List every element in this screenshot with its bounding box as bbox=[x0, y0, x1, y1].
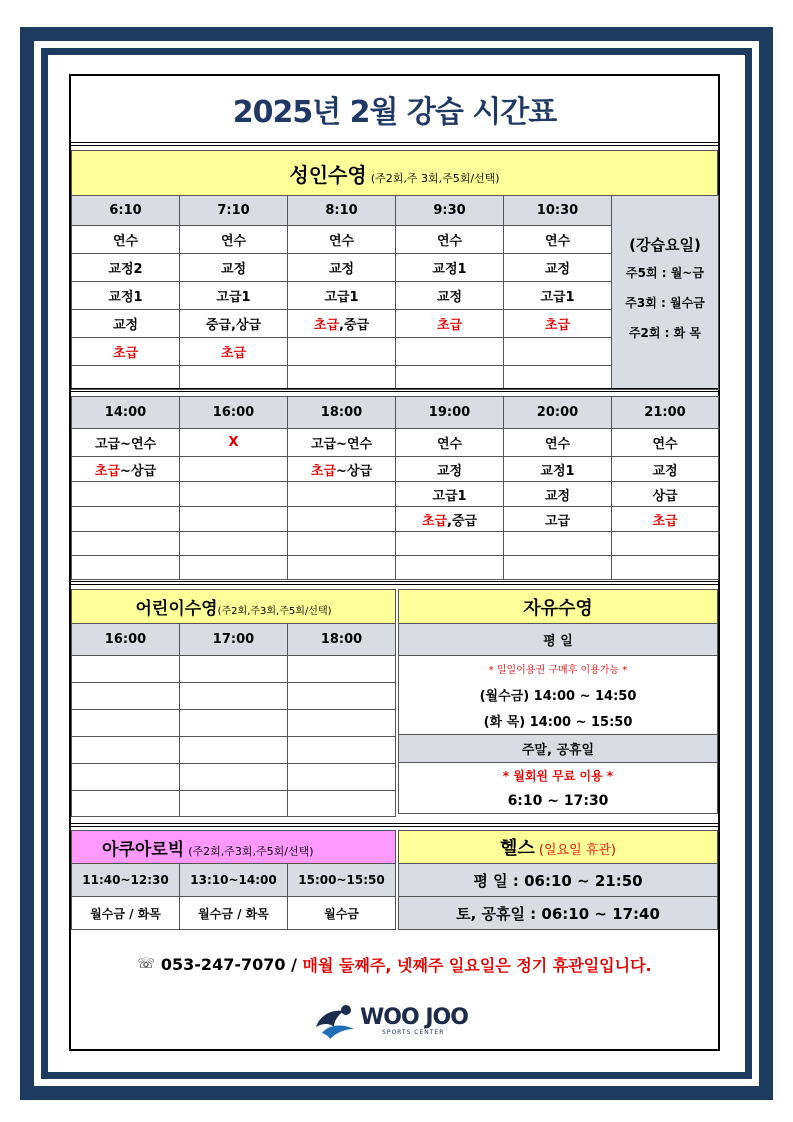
kids-subtitle: (주2회,주3회,주5회/선택) bbox=[217, 606, 332, 617]
class-cell: 고급1 bbox=[180, 282, 288, 310]
class-cell bbox=[288, 656, 396, 683]
class-cell bbox=[288, 507, 396, 532]
free-swim-time: (화 목) 14:00 ~ 15:50 bbox=[399, 708, 718, 735]
class-cell bbox=[288, 310, 396, 338]
gym-hours: 평 일 : 06:10 ~ 21:50 bbox=[399, 864, 718, 897]
aqua-title: 아쿠아로빅 bbox=[102, 839, 185, 860]
adult-section-header bbox=[72, 151, 718, 196]
class-cell bbox=[72, 656, 180, 683]
class-cell bbox=[180, 764, 288, 791]
weekend-time: 6:10 ~ 17:30 bbox=[399, 789, 718, 814]
class-cell bbox=[504, 366, 612, 390]
free-swim-header bbox=[399, 590, 718, 624]
class-cell bbox=[72, 764, 180, 791]
class-cell: X bbox=[180, 429, 288, 457]
class-cell bbox=[72, 507, 180, 532]
time-header: 6:10 bbox=[72, 196, 180, 226]
class-label: ,중급 bbox=[339, 318, 370, 333]
class-cell: 교정 bbox=[504, 482, 612, 507]
class-cell: 교정 bbox=[396, 282, 504, 310]
class-cell: 연수 bbox=[504, 226, 612, 254]
time-header: 14:00 bbox=[72, 397, 180, 429]
divider bbox=[71, 388, 718, 392]
days-line: 주2회 : 화 목 bbox=[628, 326, 702, 340]
class-cell bbox=[72, 366, 180, 390]
days-cell: 월수금 / 화목 bbox=[72, 897, 180, 930]
class-cell bbox=[72, 482, 180, 507]
free-swim-table bbox=[398, 589, 718, 814]
time-header: 9:30 bbox=[396, 196, 504, 226]
class-cell bbox=[504, 338, 612, 366]
class-label: ,중급 bbox=[447, 513, 478, 529]
free-swim-note: * 일일이용권 구매후 이용가능 * bbox=[399, 656, 718, 681]
gym-title: 헬스 bbox=[500, 838, 535, 859]
time-header: 17:00 bbox=[180, 624, 288, 656]
class-cell bbox=[288, 764, 396, 791]
class-cell bbox=[612, 532, 719, 556]
class-cell: 중급,상급 bbox=[180, 310, 288, 338]
class-cell bbox=[288, 457, 396, 482]
class-cell bbox=[504, 556, 612, 580]
time-header: 11:40~12:30 bbox=[72, 864, 180, 897]
class-cell bbox=[72, 457, 180, 482]
class-cell bbox=[612, 556, 719, 580]
beginner-label: 초급 bbox=[310, 463, 337, 479]
free-swim-title: 자유수영 bbox=[523, 597, 593, 619]
class-cell: 교정 bbox=[288, 254, 396, 282]
class-cell bbox=[288, 366, 396, 390]
class-cell bbox=[288, 556, 396, 580]
class-cell bbox=[180, 737, 288, 764]
days-cell: 월수금 / 화목 bbox=[180, 897, 288, 930]
class-cell bbox=[288, 482, 396, 507]
kids-table bbox=[71, 589, 396, 817]
aqua-table bbox=[71, 830, 396, 930]
time-header: 10:30 bbox=[504, 196, 612, 226]
class-cell: 연수 bbox=[396, 226, 504, 254]
class-cell: 연수 bbox=[72, 226, 180, 254]
class-cell bbox=[72, 710, 180, 737]
class-cell bbox=[504, 532, 612, 556]
adult-header-table bbox=[71, 150, 718, 196]
adult-title: 성인수영 bbox=[289, 162, 367, 187]
class-cell: 연수 bbox=[180, 226, 288, 254]
class-cell bbox=[72, 737, 180, 764]
class-cell: 교정 bbox=[180, 254, 288, 282]
class-cell: 초급 bbox=[180, 338, 288, 366]
free-swim-time: (월수금) 14:00 ~ 14:50 bbox=[399, 681, 718, 708]
class-cell: 교정1 bbox=[72, 282, 180, 310]
class-cell: 고급 bbox=[504, 507, 612, 532]
logo-text: WOO JOO bbox=[360, 1004, 468, 1030]
adult-evening-table bbox=[71, 396, 719, 580]
page-title: 2025년 2월 강습 시간표 bbox=[232, 95, 557, 130]
class-cell bbox=[396, 507, 504, 532]
gym-table bbox=[398, 830, 718, 930]
logo-swimmer-icon bbox=[312, 1001, 358, 1041]
class-cell bbox=[288, 532, 396, 556]
class-cell: 교정 bbox=[396, 457, 504, 482]
class-cell bbox=[72, 556, 180, 580]
woojoo-logo bbox=[290, 998, 490, 1044]
beginner-label: 초급 bbox=[421, 513, 448, 529]
gym-closed: (일요일 휴관) bbox=[538, 843, 616, 858]
footer bbox=[71, 944, 718, 984]
time-header: 19:00 bbox=[396, 397, 504, 429]
class-cell bbox=[180, 656, 288, 683]
class-cell: 초급 bbox=[612, 507, 719, 532]
class-cell: 고급~연수 bbox=[288, 429, 396, 457]
kids-title: 어린이수영 bbox=[135, 599, 218, 619]
class-cell: 초급 bbox=[504, 310, 612, 338]
closing-notice: 매월 둘째주, 넷째주 일요일은 정기 휴관일입니다. bbox=[302, 955, 652, 975]
class-cell: 초급 bbox=[72, 338, 180, 366]
divider bbox=[71, 142, 718, 146]
class-cell: 교정 bbox=[504, 254, 612, 282]
class-cell bbox=[72, 683, 180, 710]
class-cell: 교정2 bbox=[72, 254, 180, 282]
days-line: 주3회 : 월수금 bbox=[625, 296, 705, 310]
kids-section-header bbox=[72, 590, 396, 624]
divider bbox=[71, 823, 718, 827]
adult-subtitle: (주2회,주 3회,주5회/선택) bbox=[370, 171, 500, 185]
class-cell: 고급1 bbox=[504, 282, 612, 310]
class-cell: 고급~연수 bbox=[72, 429, 180, 457]
days-line: 주5회 : 월~금 bbox=[626, 266, 704, 280]
class-label: ~상급 bbox=[336, 463, 373, 479]
adult-morning-table bbox=[71, 195, 719, 390]
class-cell: 연수 bbox=[396, 429, 504, 457]
time-header: 15:00~15:50 bbox=[288, 864, 396, 897]
phone-number: 053-247-7070 bbox=[160, 954, 286, 974]
time-header: 8:10 bbox=[288, 196, 396, 226]
logo-subtext: SPORTS CENTER bbox=[382, 1028, 445, 1036]
gym-hours: 토, 공휴일 : 06:10 ~ 17:40 bbox=[399, 897, 718, 930]
class-cell bbox=[396, 338, 504, 366]
class-cell bbox=[396, 366, 504, 390]
class-cell bbox=[396, 556, 504, 580]
class-cell bbox=[396, 532, 504, 556]
class-cell bbox=[288, 338, 396, 366]
time-header: 7:10 bbox=[180, 196, 288, 226]
footer-separator: / bbox=[285, 954, 303, 974]
weekend-note: * 월회원 무료 이용 * bbox=[399, 763, 718, 789]
beginner-label: 초급 bbox=[94, 463, 121, 479]
phone-icon: ☏ bbox=[137, 956, 155, 972]
time-header: 18:00 bbox=[288, 397, 396, 429]
class-cell: 교정 bbox=[72, 310, 180, 338]
class-cell bbox=[180, 366, 288, 390]
class-cell bbox=[288, 791, 396, 817]
weekend-header: 주말, 공휴일 bbox=[399, 735, 718, 763]
class-cell bbox=[180, 457, 288, 482]
class-label: ~상급 bbox=[120, 463, 157, 479]
days-cell bbox=[612, 196, 719, 390]
gym-section-header bbox=[399, 831, 718, 864]
days-title: (강습요일) bbox=[629, 236, 701, 254]
class-cell: 연수 bbox=[504, 429, 612, 457]
class-cell: 고급1 bbox=[396, 482, 504, 507]
class-cell: 연수 bbox=[288, 226, 396, 254]
time-header: 20:00 bbox=[504, 397, 612, 429]
days-cell: 월수금 bbox=[288, 897, 396, 930]
class-cell bbox=[180, 710, 288, 737]
class-cell bbox=[288, 737, 396, 764]
time-header: 16:00 bbox=[180, 397, 288, 429]
aqua-subtitle: (주2회,주3회,주5회/선택) bbox=[188, 844, 314, 858]
class-cell bbox=[180, 507, 288, 532]
weekday-header: 평 일 bbox=[399, 624, 718, 656]
time-header: 18:00 bbox=[288, 624, 396, 656]
divider bbox=[71, 581, 718, 585]
class-cell: 고급1 bbox=[288, 282, 396, 310]
class-cell: 초급 bbox=[396, 310, 504, 338]
class-cell bbox=[180, 532, 288, 556]
class-cell bbox=[288, 710, 396, 737]
class-cell: 상급 bbox=[612, 482, 719, 507]
class-cell bbox=[72, 791, 180, 817]
aqua-section-header bbox=[72, 831, 396, 864]
class-cell: 교정1 bbox=[504, 457, 612, 482]
class-cell bbox=[72, 532, 180, 556]
beginner-label: 초급 bbox=[313, 318, 340, 333]
class-cell: 교정1 bbox=[396, 254, 504, 282]
class-cell bbox=[180, 482, 288, 507]
class-cell bbox=[288, 683, 396, 710]
class-cell: 교정 bbox=[612, 457, 719, 482]
class-cell bbox=[180, 556, 288, 580]
time-header: 13:10~14:00 bbox=[180, 864, 288, 897]
class-cell: 연수 bbox=[612, 429, 719, 457]
class-cell bbox=[180, 683, 288, 710]
time-header: 16:00 bbox=[72, 624, 180, 656]
class-cell bbox=[180, 791, 288, 817]
time-header: 21:00 bbox=[612, 397, 719, 429]
